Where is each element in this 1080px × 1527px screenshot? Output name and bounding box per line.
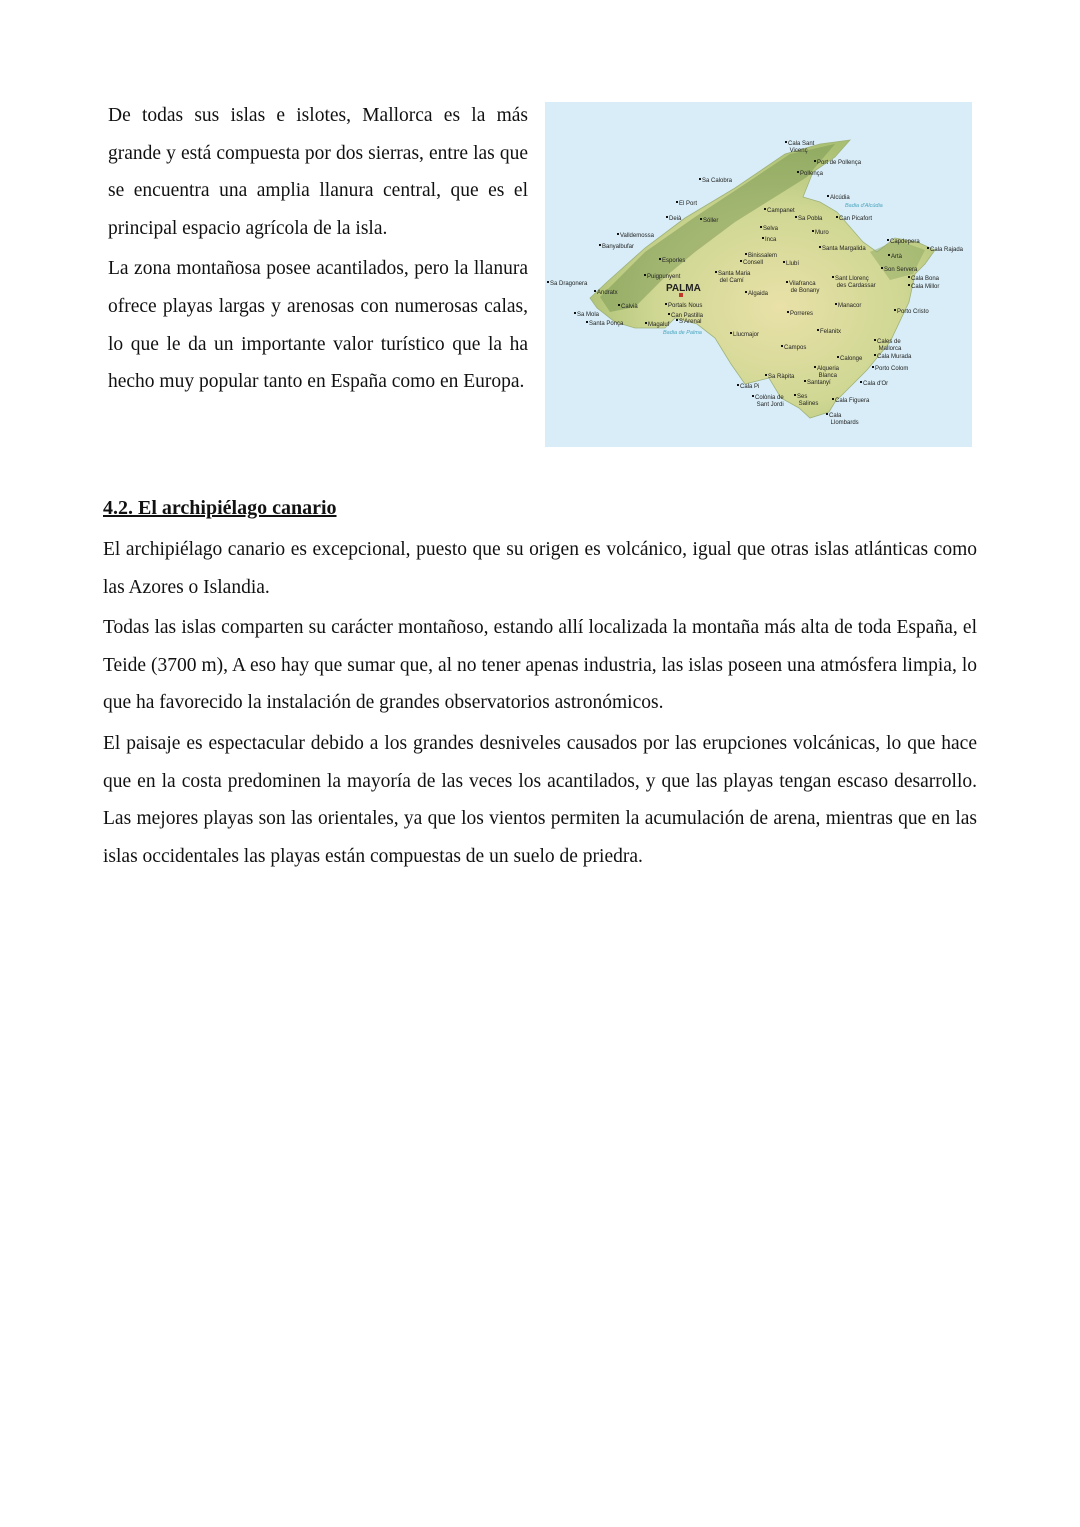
place-marker <box>594 290 596 292</box>
place-marker <box>835 303 837 305</box>
place-label: Calvià <box>621 304 638 310</box>
place-marker <box>874 354 876 356</box>
place-label: Alcúdia <box>830 195 850 201</box>
place-label: Campanet <box>767 208 795 214</box>
place-label: Calonge <box>840 356 863 362</box>
place-marker <box>874 339 876 341</box>
place-label: Cala Pi <box>740 384 760 390</box>
place-marker <box>794 394 796 396</box>
place-marker <box>715 271 717 273</box>
place-marker <box>814 160 816 162</box>
place-marker <box>836 216 838 218</box>
place-label: Santanyí <box>807 380 831 386</box>
place-marker <box>645 322 647 324</box>
place-marker <box>760 226 762 228</box>
place-label: S'Arenal <box>679 319 702 325</box>
place-label: Campos <box>784 345 807 351</box>
place-label: Santa Ponça <box>589 321 624 327</box>
place-marker <box>618 304 620 306</box>
sea-label-alcudia: Badia d'Alcúdia <box>845 203 883 209</box>
place-label: Porto Colom <box>875 366 909 372</box>
place-label: Cales de Mallorca <box>877 339 902 352</box>
place-marker <box>665 303 667 305</box>
place-marker <box>762 237 764 239</box>
place-marker <box>812 230 814 232</box>
place-marker <box>814 366 816 368</box>
place-label: Pollença <box>800 171 824 177</box>
place-label: Sa Calobra <box>702 178 733 184</box>
capital-label: PALMA <box>666 283 701 294</box>
place-label: Esporles <box>662 258 686 264</box>
place-label: Sa Ràpita <box>768 374 795 380</box>
place-marker <box>797 171 799 173</box>
place-marker <box>574 312 576 314</box>
place-label: Valldemossa <box>620 233 654 239</box>
section-heading: 4.2. El archipiélago canario <box>103 497 337 519</box>
mallorca-paragraph-1: De todas sus islas e islotes, Mallorca es la más grande y está compuesta por dos sierras, entre las que se encuentra una amplia llanura central, que es el principal espacio agrícola de la isla. <box>108 105 528 239</box>
place-label: Colònia de Sant Jordi <box>755 395 784 408</box>
place-label: Puigpunyent <box>647 274 681 280</box>
place-marker <box>860 381 862 383</box>
place-label: Vilafranca de Bonany <box>789 281 820 294</box>
place-marker <box>817 329 819 331</box>
place-label: Santa Margalida <box>822 246 866 252</box>
place-marker <box>737 384 739 386</box>
place-marker <box>783 261 785 263</box>
place-label: Porto Cristo <box>897 309 929 315</box>
place-label: Llubí <box>786 261 800 267</box>
place-marker <box>881 267 883 269</box>
place-label: Cala Murada <box>877 354 912 360</box>
place-label: Alqueria Blanca <box>817 366 840 379</box>
place-marker <box>676 201 678 203</box>
place-label: Portals Nous <box>668 303 703 309</box>
place-label: Cala Sant Vicenç <box>788 141 815 154</box>
mallorca-paragraph-2: La zona montañosa posee acantilados, pero la llanura ofrece playas largas y arenosas con numerosas calas, lo que le da un importante valor turístico que la ha hecho muy popular tanto en España como en Europa. <box>108 258 528 393</box>
place-label: Manacor <box>838 303 862 309</box>
place-marker <box>764 208 766 210</box>
place-label: Son Servera <box>884 267 918 273</box>
place-marker <box>786 281 788 283</box>
place-label: Cala Llombards <box>829 413 859 426</box>
place-label: El Port <box>679 201 698 207</box>
place-marker <box>781 345 783 347</box>
place-label: Capdepera <box>890 239 920 245</box>
place-marker <box>599 244 601 246</box>
place-label: Magaluf <box>648 322 670 328</box>
place-label: Can Picafort <box>839 216 873 222</box>
place-label: Deià <box>669 216 682 222</box>
place-marker <box>837 356 839 358</box>
place-marker <box>730 332 732 334</box>
place-marker <box>586 321 588 323</box>
place-label: Porreres <box>790 311 814 317</box>
place-label: Sant Llorenç des Cardassar <box>835 276 876 289</box>
place-marker <box>676 319 678 321</box>
place-label: Selva <box>763 226 779 232</box>
place-marker <box>745 253 747 255</box>
sea-label-palma: Badia de Palma <box>663 330 702 336</box>
place-label: Port de Pollença <box>817 160 862 166</box>
place-marker <box>927 247 929 249</box>
place-label: Banyalbufar <box>602 244 635 250</box>
place-marker <box>795 216 797 218</box>
place-marker <box>872 366 874 368</box>
place-label: Cala Bona <box>911 276 940 282</box>
place-label: Artà <box>891 254 903 260</box>
place-marker <box>832 276 834 278</box>
place-marker <box>740 260 742 262</box>
place-marker <box>785 141 787 143</box>
place-marker <box>666 216 668 218</box>
canario-paragraph-2: Todas las islas comparten su carácter montañoso, estando allí localizada la montaña más alta de toda España, el Teide (3700 m), A eso hay que sumar que, al no tener apenas industria, las islas poseen una atmósfera limpia, lo que ha favorecido la instalación de grandes observatorios astronómicos. <box>103 617 977 714</box>
place-label: Binissalem <box>748 253 778 259</box>
place-label: Consell <box>743 260 764 266</box>
place-label: Can Pastilla <box>671 313 704 319</box>
place-label: Ses Salines <box>797 394 819 407</box>
place-label: Andratx <box>597 290 618 296</box>
canario-text-column <box>103 531 977 878</box>
place-marker <box>547 281 549 283</box>
place-label: Santa Maria del Camí <box>718 271 751 284</box>
mallorca-map <box>545 102 972 447</box>
place-marker <box>644 274 646 276</box>
place-label: Inca <box>765 237 777 243</box>
place-marker <box>819 246 821 248</box>
place-marker <box>894 309 896 311</box>
place-marker <box>827 195 829 197</box>
place-label: Cala d'Or <box>863 381 889 387</box>
place-label: Felanitx <box>820 329 842 335</box>
place-label: Cala Millor <box>911 284 940 290</box>
canario-paragraph-3: El paisaje es espectacular debido a los grandes desniveles causados por las erupciones volcánicas, lo que hace que en la costa predominen la mayoría de las veces los acantilados, y que las playas tengan escaso desarrollo. Las mejores playas son las orientales, ya que los vientos permiten la acumulación de arena, mientras que en las islas occidentales las playas están compuestas de un suelo de priedra. <box>103 732 977 867</box>
place-label: Cala Rajada <box>930 247 964 253</box>
place-marker <box>787 311 789 313</box>
place-marker <box>908 284 910 286</box>
place-marker <box>659 258 661 260</box>
place-label: Cala Figuera <box>835 398 870 404</box>
mallorca-text-column <box>108 97 528 404</box>
place-marker <box>699 178 701 180</box>
place-marker <box>745 291 747 293</box>
place-label: Muro <box>815 230 829 236</box>
place-label: Llucmajor <box>733 332 760 338</box>
place-marker <box>888 254 890 256</box>
place-label: Sa Dragonera <box>550 281 588 287</box>
place-marker <box>887 239 889 241</box>
place-marker <box>617 233 619 235</box>
place-marker <box>804 380 806 382</box>
place-marker <box>908 276 910 278</box>
place-marker <box>700 218 702 220</box>
place-marker <box>765 374 767 376</box>
canario-paragraph-1: El archipiélago canario es excepcional, puesto que su origen es volcánico, igual que otras islas atlánticas como las Azores o Islandia. <box>103 539 977 598</box>
place-marker <box>832 398 834 400</box>
place-label: Sa Pobla <box>798 216 823 222</box>
place-label: Sóller <box>703 218 719 224</box>
place-label: Sa Mola <box>577 312 600 318</box>
place-marker <box>826 413 828 415</box>
place-marker <box>668 313 670 315</box>
place-label: Algaida <box>748 291 769 297</box>
place-marker <box>752 395 754 397</box>
